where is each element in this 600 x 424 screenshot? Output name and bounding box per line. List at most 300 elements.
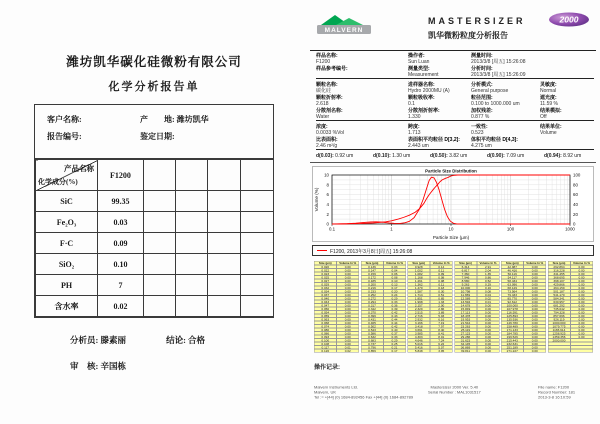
info-field-value: 0.523 [471, 130, 484, 136]
size-cell: 3.691 [408, 328, 431, 332]
d-value [487, 153, 524, 159]
y-tick-label-left: 6 [326, 192, 329, 198]
size-header-cell: Size (µm) [408, 261, 431, 265]
volume-cell: 0.00 [524, 279, 547, 283]
malvern-wordmark: MALVERN [324, 27, 364, 34]
volume-cell: 0.00 [524, 311, 547, 315]
volume-cell: 0.00 [524, 328, 547, 332]
volume-cell: 0.00 [570, 304, 593, 308]
empty-cell [241, 275, 274, 296]
y-tick-label-right: 60 [573, 192, 578, 198]
product-name-cell: F1200 [98, 160, 144, 191]
empty-cell [176, 160, 208, 191]
size-cell: 292.864 [548, 265, 571, 269]
size-cell: 36.869 [454, 346, 477, 350]
size-cell: 3.985 [408, 332, 431, 336]
volume-cell: 1.35 [477, 272, 500, 276]
component-name: SiC [36, 191, 98, 212]
x-tick-label: 10 [448, 226, 454, 232]
volume-cell: 0.00 [477, 318, 500, 322]
volume-cell: 0.17 [383, 286, 406, 290]
size-cell: 0.147 [361, 269, 384, 273]
size-cell: 0.025 [314, 276, 337, 280]
empty-cell [208, 254, 241, 275]
product-header: 产品名称 [64, 164, 94, 173]
size-cell: 2.716 [408, 314, 431, 318]
size-cell: 398.107 [548, 279, 571, 283]
x-tick-label: 1000 [565, 226, 575, 232]
info-field [408, 82, 450, 94]
volume-cell: 0.00 [524, 286, 547, 290]
volume-cell: 0.00 [337, 304, 360, 308]
volume-cell: 0.00 [570, 272, 593, 276]
size-cell: 0.029 [314, 283, 337, 287]
footer-line: Malvern Instruments Ltd. [314, 385, 359, 390]
composition-table [35, 159, 274, 317]
size-table-column [501, 261, 546, 353]
volume-cell: 0.40 [383, 328, 406, 332]
size-cell: 1258.925 [548, 332, 571, 336]
d-value-label: d(0.10): [373, 153, 391, 159]
measurement-info-grid [310, 51, 596, 152]
particle-size-chart [312, 166, 594, 244]
volume-cell: 0.00 [524, 304, 547, 308]
empty-cell [208, 191, 241, 212]
volume-cell: 0.85 [430, 297, 453, 301]
size-cell: 0.054 [314, 311, 337, 315]
size-header-cell: Size (µm) [454, 261, 477, 265]
empty-cell [176, 191, 208, 212]
volume-cell: 0.00 [524, 325, 547, 329]
volume-cell: 0.00 [337, 307, 360, 311]
volume-cell: 0.86 [477, 276, 500, 280]
size-cell: 0.040 [314, 297, 337, 301]
size-header-cell: Size (µm) [361, 261, 384, 265]
volume-header-cell: Volume In % [570, 261, 593, 265]
volume-cell: 0.00 [524, 269, 547, 273]
info-field-value: 2.443 um [408, 143, 429, 149]
footer-file-info [538, 385, 575, 400]
size-cell: 0.632 [361, 335, 384, 339]
volume-header-cell: Volume In % [477, 261, 500, 265]
volume-cell: 0.37 [383, 332, 406, 336]
size-cell: 0.272 [361, 297, 384, 301]
info-field-label: 跨度: [408, 124, 420, 130]
info-field [316, 124, 344, 136]
volume-cell: 0.02 [337, 349, 360, 353]
empty-cell [176, 254, 208, 275]
size-cell: 7.360 [454, 272, 477, 276]
size-table-column [454, 261, 499, 353]
size-cell: 125.893 [501, 314, 524, 318]
report-title: 化学分析报告单 [108, 81, 200, 93]
info-field [471, 137, 518, 149]
volume-cell: 0.00 [524, 321, 547, 325]
size-cell: 5.416 [408, 346, 431, 350]
size-cell: 0.683 [361, 339, 384, 343]
component-value: 99.35 [98, 191, 144, 212]
size-cell: 31.623 [454, 339, 477, 343]
size-cell: 0.586 [361, 332, 384, 336]
size-cell: 0.093 [314, 335, 337, 339]
size-cell: 429.866 [548, 283, 571, 287]
size-cell: 926.119 [548, 318, 571, 322]
size-cell: 171.133 [501, 328, 524, 332]
volume-cell: 0.00 [337, 290, 360, 294]
info-field [408, 95, 435, 107]
volume-cell: 0.00 [477, 332, 500, 336]
volume-cell: 0.00 [570, 335, 593, 339]
size-cell: 0.399 [361, 314, 384, 318]
volume-cell: 0.00 [570, 269, 593, 273]
volume-cell: 0.00 [570, 265, 593, 269]
volume-cell: 0.00 [337, 335, 360, 339]
size-table-row [548, 349, 593, 353]
volume-cell: 0.00 [337, 342, 360, 346]
size-cell: 58.434 [501, 279, 524, 283]
size-cell: 0.737 [361, 342, 384, 346]
volume-cell: 0.00 [477, 304, 500, 308]
volume-cell: 0.00 [570, 290, 593, 294]
info-field-value: 0.1 [408, 101, 415, 107]
volume-cell: 0.00 [337, 283, 360, 287]
size-cell: 0.059 [314, 314, 337, 318]
volume-cell: 0.08 [477, 290, 500, 294]
volume-cell: 0.00 [524, 339, 547, 343]
volume-cell: 0.10 [383, 279, 406, 283]
size-cell: 0.502 [361, 325, 384, 329]
size-cell: 0.108 [314, 342, 337, 346]
component-name: Fe₂O₃ [36, 212, 98, 233]
volume-cell: 0.00 [337, 276, 360, 280]
size-table-row [361, 349, 406, 353]
size-cell: 68.129 [501, 286, 524, 290]
table-row [36, 233, 274, 254]
origin-label: 产 地: 潍坊凯华 [140, 115, 209, 124]
empty-cell [144, 233, 176, 254]
analysis-table [34, 104, 274, 318]
empty-cell [208, 296, 241, 317]
size-cell: 0.465 [361, 321, 384, 325]
empty-cell [241, 233, 274, 254]
volume-cell: 0.39 [383, 307, 406, 311]
volume-cell: 0.00 [570, 297, 593, 301]
size-cell: 501.187 [548, 290, 571, 294]
volume-cell: 0.00 [477, 339, 500, 343]
size-cell: 316.228 [548, 269, 571, 273]
y-tick-label-right: 0 [573, 221, 576, 227]
info-field [471, 66, 525, 78]
empty-cell [144, 296, 176, 317]
size-cell: 1000.000 [548, 321, 571, 325]
size-cell: 1.998 [408, 300, 431, 304]
info-field [316, 53, 338, 65]
malvern-logo-icon [316, 12, 372, 36]
volume-cell: 0.00 [570, 314, 593, 318]
info-field [540, 82, 557, 94]
d-value-number: 7.09 um [504, 153, 525, 159]
volume-cell: 5.03 [430, 314, 453, 318]
size-class-table [314, 261, 596, 358]
volume-cell: 0.00 [524, 335, 547, 339]
y-tick-label-left: 0 [326, 221, 329, 227]
info-field [471, 108, 493, 120]
info-field-value: F1200 [316, 59, 331, 65]
size-cell: 146.780 [501, 321, 524, 325]
size-cell: 1.714 [408, 293, 431, 297]
table-row [36, 254, 274, 275]
size-cell: 158.489 [501, 325, 524, 329]
empty-cell [241, 254, 274, 275]
size-cell: 464.159 [548, 286, 571, 290]
conclusion-text: 结论: 合格 [166, 335, 206, 345]
size-cell: 630.957 [548, 300, 571, 304]
volume-cell: 0.00 [524, 297, 547, 301]
volume-cell: 0.29 [477, 283, 500, 287]
volume-cell: 0.00 [570, 318, 593, 322]
footer-line: File name: F1200 [538, 385, 570, 390]
size-cell: 2.932 [408, 318, 431, 322]
y-tick-label-left: 2 [326, 211, 329, 217]
volume-cell: 0.33 [383, 300, 406, 304]
size-table-column [408, 261, 453, 353]
info-field-value: 2013/3/8 [周五] 15:26:08 [471, 59, 526, 65]
volume-cell: 2.91 [477, 265, 500, 269]
info-field-value: 0.0033 %Vol [316, 130, 345, 136]
volume-cell: 0.25 [383, 342, 406, 346]
size-cell: 0.074 [314, 325, 337, 329]
volume-cell: 0.00 [337, 272, 360, 276]
info-row [316, 81, 596, 94]
reviewer-signature: 审 核: 辛国栋 [70, 361, 126, 371]
table-row [36, 275, 274, 296]
volume-cell: 6.22 [430, 342, 453, 346]
date-label: 鉴定日期: [140, 132, 175, 141]
model-number: 2000 [559, 14, 579, 25]
size-cell: 13.594 [454, 300, 477, 304]
size-cell: 0.431 [361, 318, 384, 322]
size-cell: 12.589 [454, 297, 477, 301]
d-value-number: 8.92 um [561, 153, 582, 159]
size-cell: 1359.356 [548, 335, 571, 339]
volume-cell: 0.20 [383, 290, 406, 294]
size-table-column [361, 261, 406, 353]
volume-cell: 0.00 [337, 300, 360, 304]
size-cell: 8.580 [454, 279, 477, 283]
size-cell: 0.037 [314, 293, 337, 297]
info-field-label: 一致性: [471, 124, 488, 130]
size-cell: 0.032 [314, 286, 337, 290]
empty-cell [144, 275, 176, 296]
size-cell: 584.341 [548, 297, 571, 301]
info-field-value: Normal [540, 88, 557, 94]
volume-cell: 0.00 [477, 342, 500, 346]
volume-cell: 0.42 [383, 311, 406, 315]
info-field [408, 124, 421, 136]
info-field [471, 95, 520, 107]
info-field-value: Measurement [408, 72, 439, 78]
info-row [316, 52, 596, 65]
info-field-value: 0.877 % [471, 114, 490, 120]
info-field-value: 4.275 um [471, 143, 492, 149]
x-axis-label: Particle Size (µm) [432, 235, 470, 240]
volume-cell: 0.04 [383, 269, 406, 273]
volume-cell: 0.00 [477, 311, 500, 315]
operator-notes-label: 操作记录: [314, 365, 340, 371]
volume-cell: 3.95 [430, 349, 453, 353]
volume-cell: 0.00 [337, 286, 360, 290]
volume-cell: 0.00 [570, 279, 593, 283]
empty-cell [144, 191, 176, 212]
info-field-value: 2.46 m²/g [316, 143, 338, 149]
volume-cell: 0.00 [477, 314, 500, 318]
volume-cell: 0.01 [337, 346, 360, 350]
volume-cell: 0.30 [430, 290, 453, 294]
x-tick-label: 1 [390, 226, 393, 232]
empty-cell [144, 160, 176, 191]
info-field [540, 95, 558, 107]
info-row [316, 107, 596, 120]
info-field [471, 124, 488, 136]
size-cell: 0.172 [361, 276, 384, 280]
chart-legend [312, 245, 594, 256]
d-value-label: d(0.03): [316, 153, 334, 159]
volume-cell: 0.00 [570, 332, 593, 336]
empty-cell [176, 296, 208, 317]
d-value-label: d(0.90): [487, 153, 505, 159]
volume-cell: 0.00 [570, 325, 593, 329]
volume-cell: 0.09 [430, 272, 453, 276]
info-field-label: 进样器名称: [408, 82, 435, 88]
size-cell: 1079.775 [548, 325, 571, 329]
table-row [36, 212, 274, 233]
empty-cell [144, 212, 176, 233]
y-tick-label-left: 4 [326, 202, 329, 207]
diagonal-header-cell [36, 160, 98, 191]
volume-cell: 0.14 [430, 265, 453, 269]
y-tick-label-left: 8 [326, 182, 329, 188]
info-field-label: 加权残差: [471, 108, 493, 114]
volume-cell: 0.00 [337, 293, 360, 297]
d-value-label: d(0.94): [544, 153, 562, 159]
size-cell: 17.113 [454, 311, 477, 315]
info-field-value: 1.330 [408, 114, 421, 120]
info-field-label: 比表面积: [316, 137, 338, 143]
info-row [316, 136, 596, 149]
empty-cell [176, 275, 208, 296]
size-cell: 27.123 [454, 332, 477, 336]
footer-address [314, 385, 413, 400]
volume-cell: 0.16 [477, 286, 500, 290]
info-field-value: Volume [540, 130, 557, 136]
size-cell: 251.189 [501, 346, 524, 350]
size-cell: 0.159 [361, 272, 384, 276]
size-cell: 0.126 [314, 349, 337, 353]
empty-cell [208, 275, 241, 296]
volume-cell: 0.00 [477, 328, 500, 332]
info-field-value: Water [316, 114, 330, 120]
volume-cell: 0.00 [524, 290, 547, 294]
info-field [316, 95, 343, 107]
volume-cell: 0.00 [570, 276, 593, 280]
volume-header-cell: Volume In % [337, 261, 360, 265]
info-field [471, 82, 508, 94]
footer-line: Record Number: 181 [538, 390, 576, 395]
x-tick-label: 100 [506, 226, 515, 232]
info-field-value: 1.713 [408, 130, 421, 136]
mastersizer-wordmark: MASTERSIZER [428, 16, 526, 26]
volume-cell: 0.00 [337, 314, 360, 318]
size-cell: 7.946 [454, 276, 477, 280]
volume-cell: 0.44 [383, 321, 406, 325]
info-field-label: 遮光度: [540, 95, 557, 101]
d-value-number: 3.82 um [447, 153, 468, 159]
size-cell: 0.068 [314, 321, 337, 325]
size-cell: 0.342 [361, 307, 384, 311]
volume-header-cell: Volume In % [430, 261, 453, 265]
volume-cell: 0.01 [477, 300, 500, 304]
signature-section [70, 334, 278, 372]
d-value [373, 153, 410, 159]
volume-cell: 0.00 [570, 300, 593, 304]
size-cell: 1.082 [408, 272, 431, 276]
volume-cell: 0.08 [430, 279, 453, 283]
size-cell: 79.433 [501, 293, 524, 297]
size-cell: 0.928 [408, 265, 431, 269]
size-cell: 92.612 [501, 300, 524, 304]
volume-header-cell: Volume In % [383, 261, 406, 265]
volume-cell: 0.00 [524, 272, 547, 276]
info-field-value: 11.59 % [540, 101, 558, 107]
volume-cell: 0.00 [477, 321, 500, 325]
volume-cell: 2.86 [430, 307, 453, 311]
volume-cell: 0.00 [524, 346, 547, 350]
size-cell: 39.811 [454, 349, 477, 353]
info-field-label: 分散剂折射率: [408, 108, 440, 114]
info-field-label: 样品名称: [316, 53, 338, 59]
empty-cell [241, 160, 274, 191]
info-field [540, 124, 562, 136]
volume-cell: 0.18 [430, 286, 453, 290]
info-field [540, 108, 562, 120]
volume-cell: 0.33 [383, 335, 406, 339]
volume-cell: 0.08 [430, 276, 453, 280]
size-cell: 541.170 [548, 293, 571, 297]
empty-cell [208, 233, 241, 254]
chemical-analysis-report-page [30, 52, 278, 372]
size-cell: 0.216 [361, 286, 384, 290]
x-tick-label: 0.1 [328, 226, 336, 232]
size-cell: 1.261 [408, 279, 431, 283]
size-cell: 184.785 [501, 332, 524, 336]
size-cell: 1.002 [408, 269, 431, 273]
info-field [471, 53, 525, 65]
volume-cell: 0.00 [337, 332, 360, 336]
volume-cell: 0.00 [570, 293, 593, 297]
size-cell: 21.544 [454, 321, 477, 325]
volume-cell: 0.00 [524, 300, 547, 304]
info-field-value: Sun Luan [408, 59, 430, 65]
volume-cell: 6.16 [430, 318, 453, 322]
size-cell: 341.455 [548, 272, 571, 276]
size-cell: 232.631 [501, 342, 524, 346]
size-cell: 0.043 [314, 300, 337, 304]
size-cell: 100.000 [501, 304, 524, 308]
volume-cell: 0.42 [383, 325, 406, 329]
size-cell: 794.328 [548, 311, 571, 315]
size-cell: 368.695 [548, 276, 571, 280]
volume-cell: 0.13 [383, 283, 406, 287]
